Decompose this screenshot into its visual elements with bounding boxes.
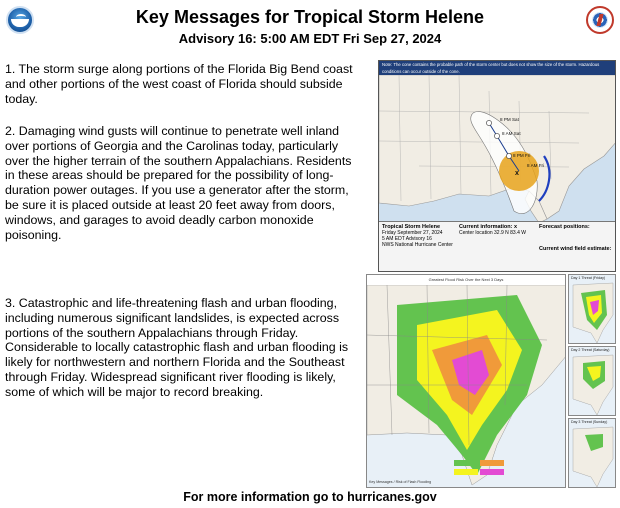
svg-text:8 AM Fri: 8 AM Fri <box>527 163 545 168</box>
flood-map-graphic <box>367 285 566 488</box>
legend-marginal-swatch <box>454 460 478 466</box>
legend-current-info-title: Current information: x <box>459 224 518 230</box>
legend-advisory: 5 AM EDT Advisory 16 <box>382 236 432 242</box>
track-map-legend <box>379 221 615 271</box>
svg-text:8 PM Sat: 8 PM Sat <box>500 117 519 122</box>
svg-text:x: x <box>515 170 519 177</box>
legend-current-info: Center location 32.9 N 83.4 W <box>459 230 526 236</box>
track-map-graphic <box>379 61 616 223</box>
day2-threat-title: Day 2 Threat (Saturday) <box>571 348 610 352</box>
day2-threat-map <box>568 346 616 416</box>
legend-date: Friday September 27, 2024 <box>382 230 443 236</box>
flood-risk-map <box>366 274 566 488</box>
svg-text:8 AM Sat: 8 AM Sat <box>502 131 521 136</box>
key-message-3: 3. Catastrophic and life-threatening flash and urban flooding, including numerous significant landslides, is expected across portions of the southern Appalachians through Friday. Considerable to locally catastrophic flash and urban flooding is likely for northwestern and northern Florida and the Southeast through Friday. Widespread significant river flooding is likely, some of which will be major to record breaking. <box>5 296 349 399</box>
legend-wind-title: Current wind field estimate: <box>539 246 612 252</box>
page-title: Key Messages for Tropical Storm Helene <box>135 7 485 27</box>
footer-link-text[interactable]: For more information go to hurricanes.gov <box>183 490 437 504</box>
key-message-1: 1. The storm surge along portions of the Florida Big Bend coast and other portions of the west coast of Florida should subside today. <box>5 62 353 106</box>
legend-slight-swatch <box>454 469 478 475</box>
legend-moderate-swatch <box>480 460 504 466</box>
day1-graphic <box>569 275 616 344</box>
day3-graphic <box>569 419 616 488</box>
legend-center: NWS National Hurricane Center <box>382 242 453 248</box>
legend-storm-name: Tropical Storm Helene <box>382 224 441 230</box>
legend-high-swatch <box>480 469 504 475</box>
day1-threat-title: Day 1 Threat (Friday) <box>571 276 606 280</box>
legend-forecast-title: Forecast positions: <box>539 224 590 230</box>
track-forecast-map <box>378 60 616 272</box>
day2-graphic <box>569 347 616 416</box>
advisory-subtitle: Advisory 16: 5:00 AM EDT Fri Sep 27, 2024 <box>178 31 442 46</box>
day3-threat-title: Day 3 Threat (Sunday) <box>571 420 608 424</box>
key-message-2: 2. Damaging wind gusts will continue to penetrate well inland over portions of Georgia and the Carolinas today, particularly over the higher terrain of the southern Appalachians. Residents in these areas should be prepared for the possibility of long-duration power outages. If you use a generator after the storm, be sure it is placed outside at least 20 feet away from doors, windows, and garages to avoid deadly carbon monoxide poisoning. <box>5 124 352 242</box>
day3-threat-map <box>568 418 616 488</box>
track-map-note: Note: The cone contains the probable path of the storm center but does not show the size of the storm. Hazardous conditions can occur outside of the cone. <box>379 61 615 75</box>
flood-map-header: Greatest Flood Risk Over the Next 3 Days <box>367 275 565 285</box>
flood-risk-legend <box>453 459 557 479</box>
flood-map-footnote: Key Messages / Risk of Flash Flooding <box>369 479 432 484</box>
day1-threat-map <box>568 274 616 344</box>
svg-text:8 PM Fri: 8 PM Fri <box>513 153 531 158</box>
